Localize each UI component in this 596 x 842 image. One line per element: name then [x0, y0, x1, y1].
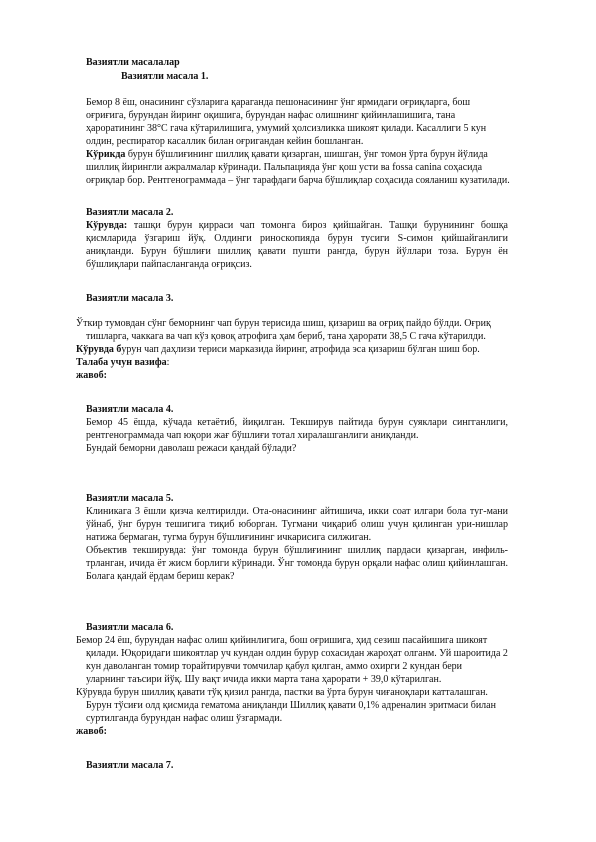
case-1-heading: Вазиятли масала 1. [121, 71, 209, 82]
case-6-heading: Вазиятли масала 6. [86, 622, 174, 633]
case-3-task [76, 357, 169, 369]
case-5-line: Объектив текширувда: ўнг томонда бурун бўшлиғининг шиллиқ пардаси қизарган, инфиль- [86, 545, 508, 556]
case-1-line: оғриғига, бурундан йиринг оқишига, бурундан нафас олишнинг қийинлашишига, тана [86, 110, 456, 121]
case-1-exam-label: Кўрикда [86, 149, 126, 160]
case-5-line: Клиникага 3 ёшли қизча келтирилди. Ота-онасининг айтишича, икки соат илгари бола туг-мани [86, 506, 508, 517]
case-7-heading: Вазиятли масала 7. [86, 760, 174, 771]
case-1-line: шиллиқ йирингли ажралмалар кўринади. Пальпацияда ўнг қош усти ва fossa canina соҳасида [86, 162, 483, 173]
case-1-line: оғриқлар бор. Рентгенограммада – ўнг тарафдаги барча бўшлиқлар соҳасида сояланиш кузатилади. [86, 175, 510, 186]
case-5-heading: Вазиятли масала 5. [86, 493, 174, 504]
case-2-line [86, 220, 508, 232]
case-3-exam-text: урун чап даҳлизи териси марказида йиринг, атрофида эса қизариш бўлган шиш бор. [121, 344, 480, 355]
answer-label: жавоб: [76, 370, 107, 381]
case-6-line: Бемор 24 ёш, бурундан нафас олиш қийинлигига, бош оғришига, ҳид сезиш пасайишига шикоят [76, 635, 488, 646]
case-4-heading: Вазиятли масала 4. [86, 404, 174, 415]
case-2-line: аниқланди. Бурун бўшлиғи шиллиқ қавати пушти рангда, бурун йўллари тоза. Бурун ён [86, 246, 508, 257]
case-6-line: уларнинг таъсири йўқ. Шу вақт ичида икки марта тана ҳарорати + 39,0 кўтарилган. [86, 674, 442, 685]
case-6-line: суртилганда бурундан нафас олиш ўзгармади. [86, 713, 283, 724]
case-6-line: Бурун тўсиғи олд қисмида гематома аниқланди Шиллиқ қавати 0,1% адреналин эритмаси билан [86, 700, 496, 711]
case-6-line: кун даволанган томир торайтирувчи томчилар қабул қилган, аммо охирги 2 кундан бери [86, 661, 463, 672]
case-5-line: ўйнаб, ўнг бурун тешигига тиқиб юборган. Тугмани чиқариб олиш учун қилинган ури-нишлар [86, 519, 508, 530]
case-5-line: трланган, ичида ёт жисм борлиги кўринади. Ўнг томонда бурун орқали нафас олиш қийинлашган. [86, 558, 508, 569]
case-2-exam-label: Кўрувда: [86, 220, 128, 231]
answer-label: жавоб: [76, 726, 107, 737]
case-1-exam-text: бурун бўшлиғининг шиллиқ қавати қизарган, шишган, ўнг томон ўрта бурун йўлида [125, 149, 488, 160]
case-3-exam-label: Кўрувда б [76, 344, 122, 355]
case-2-exam-text: ташқи бурун қирраси чап томонга бироз қийшайган. Ташқи бурунининг бошқа [127, 220, 508, 231]
task-colon: : [166, 357, 170, 368]
case-1-line: олдин, респиратор касаллик билан оғригандан кейин бошланган. [86, 136, 364, 147]
case-5-line: Болага қандай ёрдам бериш керак? [86, 571, 235, 582]
case-6-line: Кўрувда бурун шиллиқ қавати тўқ қизил рангда, пастки ва ўрта бурун чиғаноқлари катталашган. [76, 687, 488, 698]
task-label: Талаба учун вазифа [76, 357, 167, 368]
case-2-line: бўшлиқлари пайпасланганда оғриқсиз. [86, 259, 252, 270]
case-2-line: қисмларида ўзгариш йўқ. Олдинги риноскопияда бурун тусиги S-симон қийшайганлиги [86, 233, 508, 244]
case-3-line: тишларга, чаккага ва чап кўз қовоқ атрофига ҳам бериб, тана ҳарорати 38,5 С гача кўтарилди. [86, 331, 486, 342]
case-3-line [76, 344, 480, 356]
case-4-line: Бундай беморни даволаш режаси қандай бўлади? [86, 443, 297, 454]
case-6-line: қилади. Юқоридаги шикоятлар уч кундан олдин бурур сохасидан жароҳат олганм. Уй шароитида 2 [86, 648, 508, 659]
case-4-line: рентгенограммада чап юқори жағ бўшлиғи тотал хиралашганлиги аниқланди. [86, 430, 419, 441]
case-1-line: ҳароратининг 38°С гача кўтарилишига, умумий ҳолсизликка шикоят қилади. Касаллиги 5 кун [86, 123, 487, 134]
case-1-line: Бемор 8 ёш, онасининг сўзларига қараганда пешонасининг ўнг ярмидаги оғриқларга, бош [86, 97, 471, 108]
page-title: Вазиятли масалалар [86, 57, 180, 68]
case-2-heading: Вазиятли масала 2. [86, 207, 174, 218]
case-4-line: Бемор 45 ёшда, кўчада кетаётиб, йиқилган. Текширув пайтида бурун суяклари сингганлиги, [86, 417, 508, 428]
case-5-line: натижа бермаган, тугма бурун бўшлиғининг ичкарисига силжиган. [86, 532, 372, 543]
case-1-line [86, 149, 488, 161]
case-3-heading: Вазиятли масала 3. [86, 293, 174, 304]
case-3-line: Ўткир тумовдан сўнг беморнинг чап бурун терисида шиш, қизариш ва оғриқ пайдо бўлди. Оғриқ [76, 318, 491, 329]
